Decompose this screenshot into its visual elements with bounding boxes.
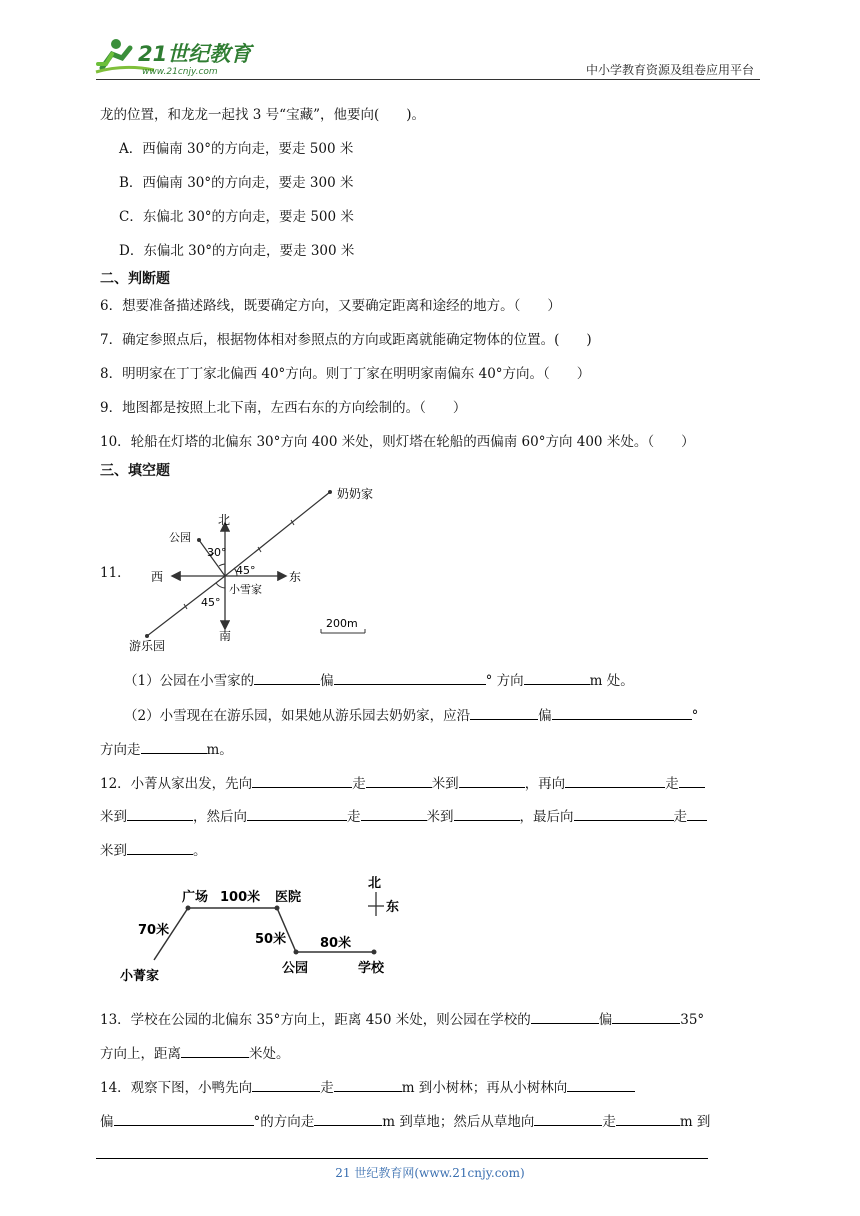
blank[interactable]	[141, 739, 207, 754]
label-north: 北	[218, 513, 231, 527]
label-angle-30: 30°	[207, 546, 227, 559]
site-logo	[94, 34, 264, 78]
blank[interactable]	[567, 1077, 635, 1092]
blank[interactable]	[361, 806, 427, 821]
label-angle-45-ne: 45°	[236, 564, 256, 577]
blank[interactable]	[574, 806, 674, 821]
blank[interactable]	[334, 670, 486, 685]
amusement-point	[145, 634, 149, 638]
label-east: 东	[289, 570, 302, 584]
label-d4: 80米	[320, 936, 352, 951]
label-west: 西	[151, 570, 164, 584]
q12-line1: 12．小菁从家出发，先向 走 米到 ，再向 走	[100, 773, 705, 793]
blank[interactable]	[127, 806, 193, 821]
q6: 6．想要准备描述路线，既要确定方向，又要确定距离和途经的地方。（ ）	[100, 298, 561, 314]
blank[interactable]	[252, 1077, 320, 1092]
header-platform-text: 中小学教育资源及组卷应用平台	[585, 63, 754, 77]
label-d1: 70米	[138, 923, 170, 938]
blank[interactable]	[127, 840, 193, 855]
label-park: 公园	[169, 531, 191, 544]
q11-part1: （1）公园在小雪家的 偏 ° 方向 m 处。	[124, 670, 634, 690]
q14-line1: 14．观察下图，小鸭先向 走 m 到小树林；再从小树林向	[100, 1077, 635, 1097]
grandma-point	[328, 490, 332, 494]
q5-option-a: A．西偏南 30°的方向走，要走 500 米	[119, 141, 354, 157]
blank[interactable]	[114, 1111, 254, 1126]
q13-line2: 方向上，距离 米处。	[100, 1043, 290, 1063]
blank[interactable]	[534, 1111, 602, 1126]
blank[interactable]	[679, 773, 705, 788]
blank[interactable]	[470, 705, 538, 720]
q12-line2: 米到 ，然后向 走 米到 ，最后向 走	[100, 806, 707, 826]
label-angle-45-sw: 45°	[201, 596, 221, 609]
footer-text: 21 世纪教育网(www.21cnjy.com)	[335, 1166, 525, 1180]
q11-direction-figure	[125, 484, 425, 654]
blank[interactable]	[254, 670, 320, 685]
label-amusement: 游乐园	[129, 639, 166, 653]
blank[interactable]	[612, 1009, 680, 1024]
q12-line3: 米到 。	[100, 840, 207, 860]
q5-text: 龙的位置，和龙龙一起找 3 号“宝藏”，他要向( )。	[100, 107, 426, 123]
q8: 8．明明家在丁丁家北偏西 40°方向。则丁丁家在明明家南偏东 40°方向。（ ）	[100, 366, 591, 382]
label-home: 小雪家	[229, 583, 262, 596]
blank[interactable]	[687, 806, 707, 821]
q5-option-d: D．东偏北 30°的方向走，要走 300 米	[119, 243, 355, 259]
label-school: 学校	[358, 961, 385, 976]
logo-url: www.21cnjy.com	[142, 67, 218, 77]
label-south: 南	[219, 629, 232, 643]
blank[interactable]	[524, 670, 590, 685]
blank[interactable]	[616, 1111, 680, 1126]
label-square: 广场	[182, 890, 209, 905]
section-title-fill: 三、填空题	[100, 463, 170, 479]
blank[interactable]	[334, 1077, 402, 1092]
q9: 9．地图都是按照上北下南，左西右东的方向绘制的。（ ）	[100, 400, 467, 416]
blank[interactable]	[366, 773, 432, 788]
label-home: 小菁家	[120, 969, 160, 984]
q5-option-b: B．西偏南 30°的方向走，要走 300 米	[119, 175, 354, 191]
blank[interactable]	[565, 773, 665, 788]
blank[interactable]	[314, 1111, 382, 1126]
q11-number: 11．	[100, 565, 131, 581]
label-hospital: 医院	[275, 890, 302, 905]
q11-part2-cont: 方向走 m。	[100, 739, 233, 759]
label-grandma: 奶奶家	[337, 487, 374, 501]
label-scale: 200m	[326, 617, 358, 630]
q14-line2: 偏 °的方向走 m 到草地；然后从草地向 走 m 到	[100, 1111, 710, 1131]
logo-title: 21世纪教育	[138, 42, 252, 66]
label-park: 公园	[282, 961, 309, 976]
q7: 7．确定参照点后，根据物体相对参照点的方向或距离就能确定物体的位置。( )	[100, 332, 592, 348]
q11-part2: （2）小雪现在在游乐园，如果她从游乐园去奶奶家，应沿 偏 °	[124, 705, 698, 725]
q12-route-figure	[112, 868, 422, 988]
blank[interactable]	[181, 1043, 249, 1058]
blank[interactable]	[459, 773, 525, 788]
q10: 10．轮船在灯塔的北偏东 30°方向 400 米处，则灯塔在轮船的西偏南 60°方向 400 米处。（ ）	[100, 434, 695, 450]
header-divider	[96, 79, 760, 80]
label-d2: 100米	[220, 890, 261, 905]
label-d3: 50米	[255, 932, 287, 947]
footer-divider	[96, 1158, 708, 1159]
park-point	[197, 538, 201, 542]
label-north: 北	[368, 876, 382, 891]
section-title-judge: 二、判断题	[100, 271, 170, 287]
blank[interactable]	[552, 705, 692, 720]
blank[interactable]	[252, 773, 352, 788]
blank[interactable]	[454, 806, 520, 821]
blank[interactable]	[531, 1009, 599, 1024]
q5-option-c: C．东偏北 30°的方向走，要走 500 米	[119, 209, 354, 225]
label-east: 东	[386, 900, 400, 915]
q13-line1: 13．学校在公园的北偏东 35°方向上，距离 450 米处，则公园在学校的 偏 35°	[100, 1009, 704, 1029]
blank[interactable]	[247, 806, 347, 821]
